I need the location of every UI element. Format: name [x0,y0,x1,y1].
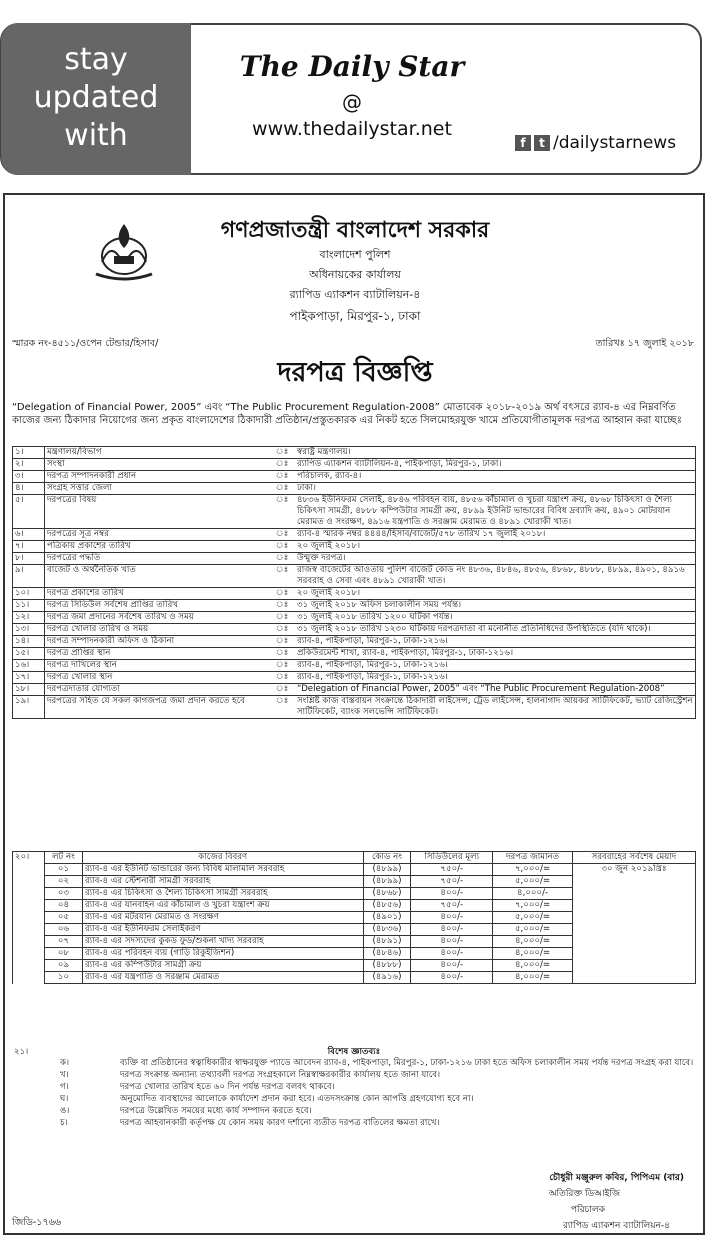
lot-number: ০৯ [45,960,83,972]
detail-row [13,565,696,588]
lot-table [12,851,696,984]
row-number: ১৫। [13,648,45,660]
lot-schedule-fee: ৪০০/- [411,972,493,984]
govt-heading: গণপ্রজাতন্ত্রী বাংলাদেশ সরকার [220,218,490,243]
detail-row [13,612,696,624]
row-label: দরপত্র জমা প্রদানের সর্বশেষ তারিখ ও সময় [45,612,270,624]
lot-security: ৪,০০০/= [493,936,573,948]
special-item-text: দরপত্র আহবানকারী কর্তৃপক্ষ যে কোন সময় কারণ দর্শানো ব্যতীত দরপত্র বাতিলের ক্ষমতা রাখে। [120,1118,440,1128]
lot-security: ৫,০০০/= [493,876,573,888]
lot-number: ০৬ [45,924,83,936]
social-handle: /dailystarnews [553,133,677,153]
row-number: ৪। [13,483,45,495]
row-number: ২। [13,459,45,471]
row-number: ১৩। [13,624,45,636]
special-notes [12,1045,696,1129]
row-colon: ঃ [269,648,295,660]
row-colon: ঃ [269,471,295,483]
lot-column-header: সিডিউলের মূল্য [411,852,493,864]
special-item-key: ক। [60,1058,70,1068]
row-value: পরিচালক, র‍্যাব-৪। [295,471,696,483]
row-colon: ঃ [269,447,295,459]
lot-header-row [13,852,696,864]
lot-schedule-fee: ৭৫০/- [411,876,493,888]
detail-row [13,541,696,553]
row-value: উন্মুক্ত দরপত্র। [295,553,696,565]
special-item-text: দরপত্র সংক্রান্ত অন্যান্য তথ্যাবলী দরপত্র সংগ্রহকালে নিম্নস্বাক্ষরকারীর কার্যালয় হতে জানা যাবে। [120,1070,441,1080]
row-colon: ঃ [269,529,295,541]
lot-deadline: ৩০ জুন ২০১৯খ্রিঃ [572,864,695,984]
row-label: দরপত্র প্রকাশের তারিখ [45,588,270,600]
lot-code: (৪৯১৬) [363,972,411,984]
signatory-name: চৌধুরী মঞ্জুরুল কবির, পিপিএম (বার) [549,1173,684,1183]
lot-column-header: কাজের বিবরণ [82,852,363,864]
footer-code: জিডি-১৭৬৬ [12,1217,62,1228]
lot-schedule-fee: ৪০০/- [411,960,493,972]
lot-security: ৪,০০০/= [493,972,573,984]
lot-number: ০৪ [45,900,83,912]
row-value: স্বরাষ্ট্র মন্ত্রণালয়। [295,447,696,459]
lot-number: ০৩ [45,888,83,900]
lot-code: (৪৮৪৬) [363,948,411,960]
lot-description: র‍্যাব-৪ এর যানবাহন এর কাঁচামাল ও খুচরা যন্ত্রাংশ ক্রয় [82,900,363,912]
daily-star-logo: The Daily Star [239,50,465,83]
row-number: ১৬। [13,660,45,672]
row-label: বাজেট ও অর্থনৈতিক খাত [45,565,270,588]
row-colon: ঃ [269,495,295,529]
lot-column-header: দরপত্র জামানত [493,852,573,864]
row-label: দরপত্র সম্পাদনকারী অফিস ও ঠিকানা [45,636,270,648]
row-value: ৪৮৩৬ ইউনিফরম সেলাই, ৪৮৪৬ পরিবহন ব্যয়, ৪৮৫৬ কাঁচামাল ও খুচরা যন্ত্রাংশ ক্রয়, ৪৮৬৮ চিকিৎসা ও শৈল্য চিকিৎসা সামগ্রী, ৪৮৮৮ কম্পিউটার সামগ্রী ক্রয়, ৪৮৯৯ ইউনিট ভান্ডারের বিবিধ দ্রব্যাদি ক্রয়, ৪৯০১ মোটরযান মেরামত ও সংরক্ষণ, ৪৯১৬ যন্ত্রপাতি ও সরঞ্জাম মেরামত ও ৪৮৯১ খোরাকী খাত। [295,495,696,529]
detail-row [13,495,696,529]
lot-description: র‍্যাব-৪ এর চিকিৎসা ও শৈল্য চিকিৎসা সামগ্রী সরবরাহ [82,888,363,900]
row-number: ১৮। [13,684,45,696]
row-colon: ঃ [269,600,295,612]
detail-row [13,529,696,541]
special-item-key: গ। [60,1082,69,1092]
lot-description: র‍্যাব-৪ এর সদস্যদের কুকড ফুড/শুকনা খাদ্য সরবরাহ [82,936,363,948]
lot-number: ১০ [45,972,83,984]
row-colon: ঃ [269,588,295,600]
detail-row [13,447,696,459]
lot-schedule-fee: ৭৫০/- [411,900,493,912]
lot-security: ৪,০০০/= [493,960,573,972]
special-item [12,1093,696,1105]
row-colon: ঃ [269,684,295,696]
lot-security: ৭,০০০/= [493,864,573,876]
lot-schedule-fee: ৪০০/- [411,924,493,936]
row-number: ১৯। [13,696,45,719]
detail-row [13,471,696,483]
row-colon: ঃ [269,624,295,636]
row-colon: ঃ [269,660,295,672]
org-line: র‍্যাপিড এ্যাকশন ব্যাটালিয়ন-৪ [289,288,421,301]
lot-schedule-fee: ৪০০/- [411,936,493,948]
special-item [12,1105,696,1117]
notice-title: দরপত্র বিজ্ঞপ্তি [277,357,433,388]
row-number: ৬। [13,529,45,541]
memo-number: স্মারক নং-৪৫১১/ওপেন টেন্ডার/হিসাব/ [12,338,159,349]
signatory-title: অতিরিক্ত ডিআইজি [548,1189,620,1199]
row-label: দরপত্রের বিষয় [45,495,270,529]
row-value: র‍্যাব-৪, পাইকপাড়া, মিরপুর-১, ঢাকা-১২১৬। [295,672,696,684]
row-number: ১০। [13,588,45,600]
lot-security: ৪,০০০/= [493,948,573,960]
stay-line: stay [64,42,128,77]
detail-row [13,483,696,495]
row-colon: ঃ [269,636,295,648]
lot-code: (৪৮৯৯) [363,864,411,876]
website-url[interactable]: www.thedailystar.net [252,118,452,140]
social-links [515,133,676,153]
lot-code: (৪৮৯৯) [363,876,411,888]
lot-section-number: ২০। [13,852,45,984]
row-value: র‍্যাব-৪, পাইকপাড়া, মিরপুর-১, ঢাকা-১২১৬। [295,636,696,648]
lot-schedule-fee: ৪০০/- [411,948,493,960]
row-label: দরপত্রের পদ্ধতি [45,553,270,565]
lot-number: ০৭ [45,936,83,948]
row-label: দরপত্রের সহিত যে সকল কাগজপত্র জমা প্রদান করতে হবে [45,696,270,719]
row-number: ৮। [13,553,45,565]
row-colon: ঃ [269,541,295,553]
detail-row [13,459,696,471]
detail-row [13,696,696,719]
row-number: ১৪। [13,636,45,648]
row-label: দরপত্র সিডিউল সর্বশেষ প্রাপ্তির তারিখ [45,600,270,612]
lot-number: ০২ [45,876,83,888]
row-label: দরপত্র খোলার তারিখ ও সময় [45,624,270,636]
row-value: ২০ জুলাই ২০১৮। [295,588,696,600]
lot-description: র‍্যাব-৪ এর মটরযান মেরামত ও সংরক্ষণ [82,912,363,924]
row-label: দরপত্র খোলার স্থান [45,672,270,684]
row-number: ১২। [13,612,45,624]
row-value: ঢাকা। [295,483,696,495]
special-item-key: ঘ। [60,1094,69,1104]
row-value: রাজস্ব বাজেটের আওতায় পুলিশ বাজেট কোড নং ৪৮৩৬, ৪৮৪৬, ৪৮৫৬, ৪৮৬৮, ৪৮৮৮, ৪৮৯৯, ৪৯০১, ৪৯১৬ সরবরাহ ও সেবা এবং ৪৮৯১ খোরাকী খাত। [295,565,696,588]
row-label: মন্ত্রণালয়/বিভাগ [45,447,270,459]
row-number: ৯। [13,565,45,588]
row-value: সংশ্লিষ্ট কাজ বাস্তবায়ন সংক্রান্তে ঠিকাদারী লাইসেন্স, ট্রেড লাইসেন্স, হালনাগাদ আয়কর সার্টিফিকেট, ভ্যাট রেজিস্ট্রেশন সার্টিফিকেট, ব্যাংক সলভেন্সি সার্টিফিকেট। [295,696,696,719]
lot-number: ০১ [45,864,83,876]
lot-description: র‍্যাব-৪ এর ইউনিফরম সেলাইকরণ [82,924,363,936]
row-number: ১১। [13,600,45,612]
signatory-title: র‍্যাপিড এ্যাকশন ব্যাটালিয়ন-৪ [562,1221,670,1231]
lot-number: ০৮ [45,948,83,960]
special-item-key: খ। [60,1070,69,1080]
lot-column-header: সরবরাহের সর্বশেষ মেয়াদ [572,852,695,864]
lot-description: র‍্যাব-৪ এর যন্ত্রপাতি ও সরঞ্জাম মেরামত [82,972,363,984]
row-label: সংগ্রহ সত্তার জেলা [45,483,270,495]
lot-description: র‍্যাব-৪ এর পরিবহন ব্যয় (গাড়ি রিকুইজিশন) [82,948,363,960]
lot-schedule-fee: ৪০০/- [411,912,493,924]
row-colon: ঃ [269,612,295,624]
row-label: দরপত্রদাতার যোগ্যতা [45,684,270,696]
row-colon: ঃ [269,553,295,565]
row-value: ৩১ জুলাই ২০১৮ অফিস চলাকালীন সময় পর্যন্ত। [295,600,696,612]
special-item-text: দরপত্র খোলার তারিখ হতে ৬০ দিন পর্যন্ত দরপত্র বলবৎ থাকবে। [120,1082,335,1092]
lot-code: (৪৮৩৬) [363,924,411,936]
lot-schedule-fee: ৭৫০/- [411,864,493,876]
stay-updated-box [1,23,191,175]
row-value: র‍্যাব-৪ স্মারক নম্বর ৪৪৪৪/হিসাব/বাজেট/৫৭৮ তারিখ ১৭ জুলাই ২০১৮। [295,529,696,541]
detail-row [13,660,696,672]
lot-description: র‍্যাব-৪ এর কম্পিউটার সামগ্রী ক্রয় [82,960,363,972]
signatory-title: পরিচালক [570,1205,605,1215]
row-number: ১৭। [13,672,45,684]
lot-code: (৪৮৬৮) [363,888,411,900]
at-sign: @ [342,90,362,114]
lot-row [13,864,696,876]
row-label: দরপত্রের সূত্র নম্বর [45,529,270,541]
row-value: “Delegation of Financial Power, 2005” এবং “The Public Procurement Regulation-2008” [295,684,696,696]
detail-row [13,600,696,612]
row-label: দরপত্র দাখিলের স্থান [45,660,270,672]
lot-number: ০৫ [45,912,83,924]
detail-row [13,624,696,636]
lot-description: র‍্যাব-৪ এর স্টেশনারী সামগ্রী সরবরাহ [82,876,363,888]
lot-code: (৪৮৯১) [363,936,411,948]
lot-description: র‍্যাব-৪ এর ইউনিট ভান্ডারের জন্য বিবিধ মালামাল সরবরাহ [82,864,363,876]
row-colon: ঃ [269,483,295,495]
row-number: ৩। [13,471,45,483]
lot-security: ৫,০০০/= [493,924,573,936]
special-item-key: চ। [60,1118,68,1128]
row-number: ৫। [13,495,45,529]
row-value: প্রকিউরমেন্ট শাখা, র‍্যাব-৪, পাইকপাড়া, মিরপুর-১, ঢাকা-১২১৬। [295,648,696,660]
row-number: ১। [13,447,45,459]
tender-details-table [12,446,696,719]
row-value: ৩১ জুলাই ২০১৮ তারিখ ১২৩০ ঘটিকায় দরপত্রদাতা বা মনোনীত প্রতিনিধিদের উপস্থিতিতে (যদি থাকে)। [295,624,696,636]
detail-row [13,684,696,696]
lot-code: (৪৮৫৬) [363,900,411,912]
org-line: বাংলাদেশ পুলিশ [319,248,391,261]
row-colon: ঃ [269,565,295,588]
intro-paragraph: “Delegation of Financial Power, 2005” এবং “The Public Procurement Regulation-2008” মোতাবেক ২০১৮-২০১৯ অর্থ বৎসরে র‍্যাব-৪ এর নিম্নবর্ণিত কাজের জন্য ঠিকাদার নিয়োগের জন্য প্রকৃত বাংলাদেশের ঠিকাদারী প্রতিষ্ঠান/প্রস্তুতকারক এর নিকট হতে সিলমোহরযুক্ত খামে প্রতিযোগীতামূলক দরপত্র আহ্বান করা যাচ্ছেঃ [12,402,682,426]
special-item [12,1081,696,1093]
detail-row [13,553,696,565]
row-label: দরপত্র প্রাপ্তির স্থান [45,648,270,660]
row-number: ৭। [13,541,45,553]
org-line: পাইকপাড়া, মিরপুর-১, ঢাকা [289,309,421,323]
lot-column-header: কোড নং [363,852,411,864]
row-colon: ঃ [269,672,295,684]
special-item-text: অনুমোদিত ব্যবস্থাদের আলোকে কার্যাদেশ প্রদান করা হবে। এতদসংক্রান্ত কোন আপত্তি গ্রহণযোগ্য হবে না। [120,1094,474,1104]
lot-security: ৭,০০০/= [493,900,573,912]
facebook-icon[interactable]: f [515,135,531,151]
lot-code: (৪৯০১) [363,912,411,924]
row-label: পত্রিকায় প্রকাশের তারিখ [45,541,270,553]
row-value: র‍্যাব-৪, পাইকপাড়া, মিরপুর-১, ঢাকা-১২১৬। [295,660,696,672]
row-value: ২০ জুলাই ২০১৮। [295,541,696,553]
special-item [12,1117,696,1129]
org-line: অধিনায়কের কার্যালয় [309,268,401,281]
notice-date: তারিখঃ ১৭ জুলাই ২০১৮ [595,338,694,349]
detail-row [13,672,696,684]
row-value: ৩১ জুলাই ২০১৮ তারিখ ১২০০ ঘটিকা পর্যন্ত। [295,612,696,624]
detail-row [13,636,696,648]
special-item [12,1069,696,1081]
special-title: বিশেষ জ্ঞাতব্যঃ [327,1047,381,1057]
special-item-text: ব্যক্তি বা প্রতিষ্ঠানের স্বত্বাধিকারীর স্বাক্ষরযুক্ত প্যাডে আবেদন র‍্যাব-৪, পাইকপাড়া, মিরপুর-১, ঢাকা-১২১৬ ঢাকা হতে অফিস চলাকালীন সময় পর্যন্ত দরপত্র সংগ্রহ করা যাবে। [120,1058,694,1068]
lot-schedule-fee: ৪০০/- [411,888,493,900]
row-label: সংস্থা [45,459,270,471]
row-value: র‍্যাপিড এ্যাকশন ব্যাটালিয়ন-৪, পাইকপাড়া, মিরপুর-১, ঢাকা। [295,459,696,471]
row-colon: ঃ [269,459,295,471]
stay-line: with [64,118,128,153]
lot-code: (৪৮৮৮) [363,960,411,972]
special-item-key: ঙ। [60,1106,70,1116]
special-number: ২১। [14,1047,29,1057]
stay-line: updated [33,80,159,115]
row-label: দরপত্র সম্পাদনকারী প্রধান [45,471,270,483]
lot-security: ৪,০০০/- [493,888,573,900]
twitter-icon[interactable]: t [534,135,550,151]
lot-column-header: লট নং [45,852,83,864]
special-item-text: দরপত্রে উল্লেখিত সময়ের মধ্যে কার্য সম্পাদন করতে হবে। [120,1106,312,1116]
lot-security: ৫,০০০/= [493,912,573,924]
detail-row [13,648,696,660]
detail-row [13,588,696,600]
row-colon: ঃ [269,696,295,719]
